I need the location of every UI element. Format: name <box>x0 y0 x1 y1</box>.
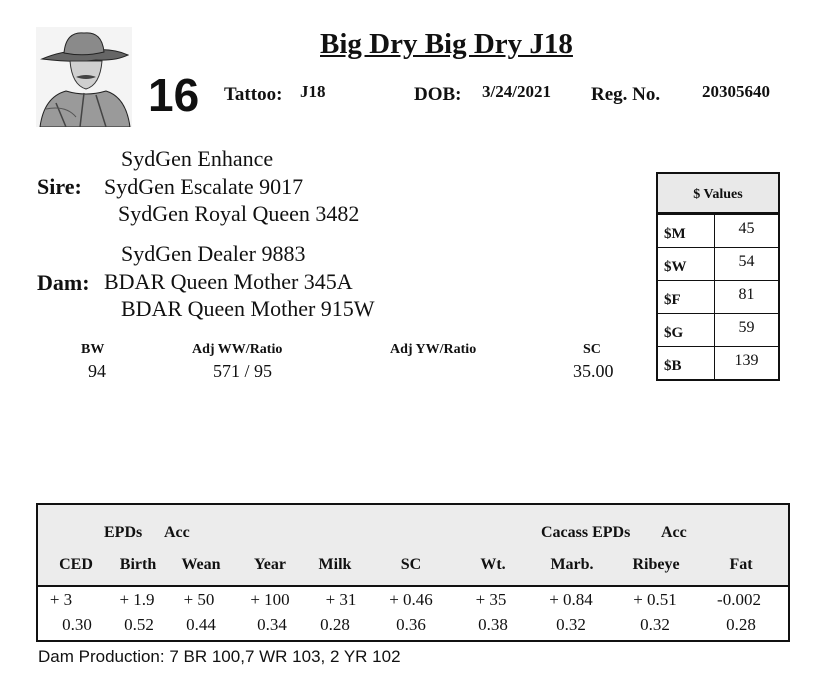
epd-value-ced: + 3 <box>49 590 73 609</box>
dam-production: Dam Production: 7 BR 100,7 WR 103, 2 YR 102 <box>38 647 401 666</box>
ww-label: Adj WW/Ratio <box>192 342 283 357</box>
epd-col-year: Year <box>254 556 286 573</box>
dob-label: DOB: <box>414 84 462 105</box>
epd-value-fat: -0.002 <box>717 590 761 609</box>
sire-sire: SydGen Enhance <box>121 146 274 171</box>
dollar-values-title: $ Values <box>658 174 778 214</box>
dollar-label: $B <box>658 347 715 379</box>
reg-value: 20305640 <box>702 82 770 101</box>
tattoo-label: Tattoo: <box>224 84 283 105</box>
epd-title: EPDs <box>104 524 143 541</box>
epd-col-birth: Birth <box>119 556 157 573</box>
epd-col-marb: Marb. <box>550 556 594 573</box>
dollar-values-table <box>656 172 780 381</box>
dollar-value: 54 <box>738 253 755 270</box>
epd-acc-year: 0.34 <box>257 615 287 634</box>
dam-name: BDAR Queen Mother 345A <box>104 269 353 294</box>
sc-label: SC <box>583 342 601 357</box>
epd-value-marb: + 0.84 <box>549 590 593 609</box>
dam-sire: SydGen Dealer 9883 <box>121 241 306 266</box>
carcass-epd-title: Cacass EPDs <box>541 524 631 541</box>
epd-acc-label: Acc <box>164 524 190 541</box>
tattoo-value: J18 <box>300 82 326 101</box>
epd-value-birth: + 1.9 <box>119 590 155 609</box>
epd-value-ribeye: + 0.51 <box>633 590 677 609</box>
carcass-acc-label: Acc <box>661 524 687 541</box>
dollar-row <box>658 214 778 247</box>
epd-acc-sc: 0.36 <box>396 615 426 634</box>
yw-label: Adj YW/Ratio <box>390 342 477 357</box>
animal-title: Big Dry Big Dry J18 <box>320 28 573 60</box>
epd-acc-ced: 0.30 <box>62 615 92 634</box>
epd-acc-ribeye: 0.32 <box>640 615 670 634</box>
epd-acc-milk: 0.28 <box>320 615 350 634</box>
epd-acc-marb: 0.32 <box>556 615 586 634</box>
dollar-label: $W <box>658 248 715 280</box>
bw-value: 94 <box>88 361 106 381</box>
epd-value-milk: + 31 <box>325 590 357 609</box>
epd-col-wt: Wt. <box>480 556 506 573</box>
dollar-row <box>658 247 778 280</box>
sire-name: SydGen Escalate 9017 <box>104 174 304 199</box>
epd-header-band <box>38 505 788 587</box>
epd-value-wean: + 50 <box>183 590 215 609</box>
dollar-value: 81 <box>738 286 755 303</box>
dob-value: 3/24/2021 <box>482 82 551 101</box>
epd-col-fat: Fat <box>729 556 753 573</box>
epd-acc-wt: 0.38 <box>478 615 508 634</box>
dollar-row <box>658 346 778 379</box>
epd-value-year: + 100 <box>250 590 290 609</box>
epd-col-milk: Milk <box>318 556 352 573</box>
dam-dam: BDAR Queen Mother 915W <box>121 296 375 321</box>
dam-label: Dam: <box>37 270 90 295</box>
epd-acc-birth: 0.52 <box>124 615 154 634</box>
reg-label: Reg. No. <box>591 84 661 105</box>
epd-acc-wean: 0.44 <box>186 615 216 634</box>
epd-col-wean: Wean <box>181 556 221 573</box>
bw-label: BW <box>81 342 105 357</box>
epd-col-ced: CED <box>59 556 93 573</box>
lot-number: 16 <box>148 69 200 121</box>
dollar-value: 59 <box>738 319 755 336</box>
epd-acc-fat: 0.28 <box>726 615 756 634</box>
sire-label: Sire: <box>37 174 82 199</box>
epd-value-sc: + 0.46 <box>389 590 433 609</box>
dollar-row <box>658 313 778 346</box>
dollar-row <box>658 280 778 313</box>
dollar-label: $F <box>658 281 715 313</box>
sire-dam: SydGen Royal Queen 3482 <box>118 201 360 226</box>
epd-value-wt: + 35 <box>475 590 507 609</box>
epd-col-ribeye: Ribeye <box>632 556 680 573</box>
ww-value: 571 / 95 <box>213 361 273 381</box>
epd-col-sc: SC <box>400 556 422 573</box>
epd-table <box>36 503 790 642</box>
dollar-value: 45 <box>738 220 755 237</box>
dollar-label: $M <box>658 215 715 247</box>
dollar-value: 139 <box>734 352 759 369</box>
dollar-label: $G <box>658 314 715 346</box>
sc-value: 35.00 <box>573 361 614 381</box>
cowboy-logo <box>36 27 132 127</box>
